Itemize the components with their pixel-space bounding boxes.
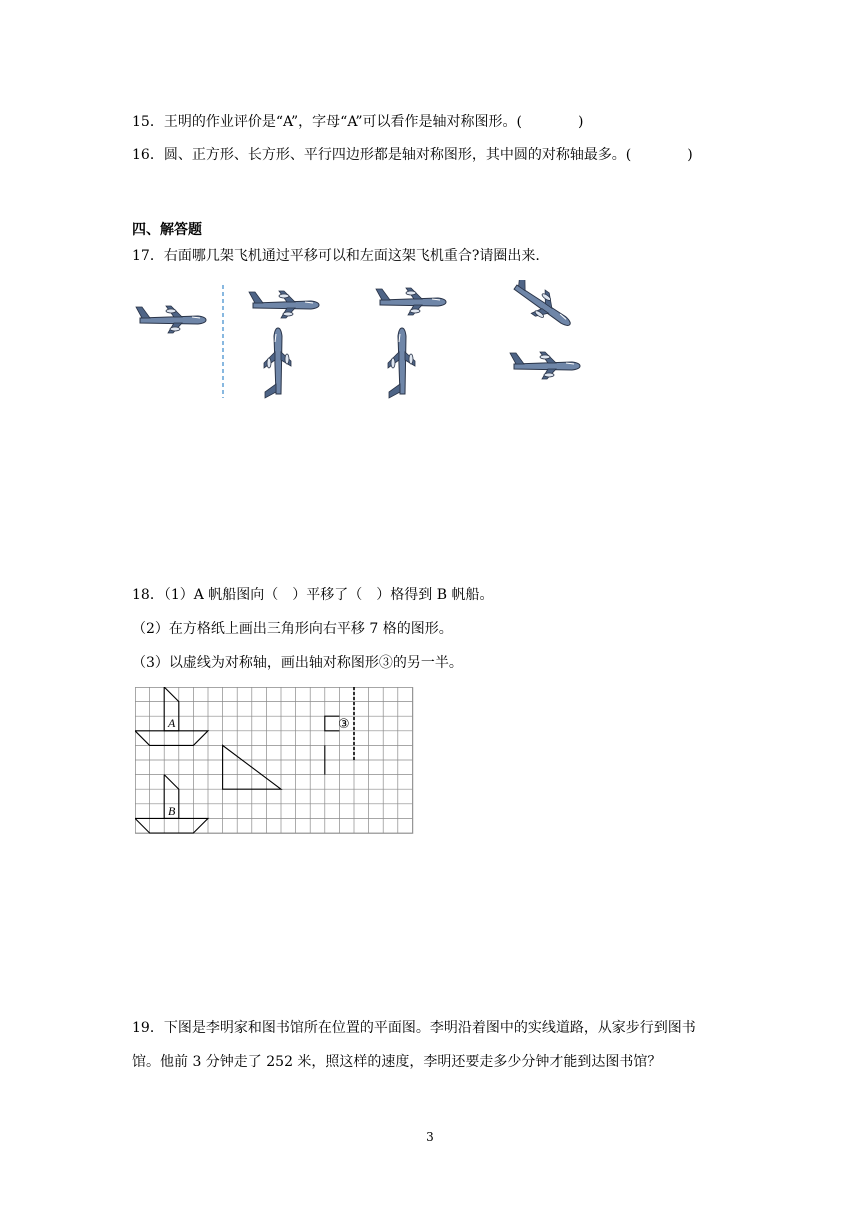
airplanes-figure xyxy=(130,280,600,405)
question-16: 16．圆、正方形、长方形、平行四边形都是轴对称图形，其中圆的对称轴最多。( ) xyxy=(132,147,693,163)
question-15: 15．王明的作业评价是“A”，字母“A”可以看作是轴对称图形。( ) xyxy=(132,114,584,130)
airplane-option-5 xyxy=(505,280,578,335)
original-airplane xyxy=(136,306,206,333)
question-17: 17．右面哪几架飞机通过平移可以和左面这架飞机重合?请圈出来. xyxy=(132,248,540,264)
label-a: A xyxy=(168,716,176,730)
page-number: 3 xyxy=(426,1130,434,1144)
question-19-line-1: 19．下图是李明家和图书馆所在位置的平面图。李明沿着图中的实线道路，从家步行到图书 xyxy=(132,1020,696,1036)
airplane-option-6 xyxy=(510,352,580,379)
question-18-part-2: （2）在方格纸上画出三角形向右平移 7 格的图形。 xyxy=(132,621,453,637)
question-19-line-2: 馆。他前 3 分钟走了 252 米，照这样的速度，李明还要走多少分钟才能到达图书馆？ xyxy=(132,1054,662,1070)
label-three: ③ xyxy=(338,717,350,732)
airplane-option-2 xyxy=(264,328,291,398)
airplane-option-4 xyxy=(388,328,415,398)
question-18-part-1: 18．（1）A 帆船图向（ ）平移了（ ）格得到 B 帆船。 xyxy=(132,587,494,603)
section-heading: 四、解答题 xyxy=(132,222,202,238)
label-b: B xyxy=(168,804,176,818)
grid-lines xyxy=(136,688,413,834)
airplane-option-3 xyxy=(376,288,446,315)
question-18-part-3: （3）以虚线为对称轴，画出轴对称图形③的另一半。 xyxy=(132,655,463,671)
grid-figure xyxy=(135,687,415,835)
airplane-option-1 xyxy=(249,291,319,318)
grid-lines-horizontal xyxy=(135,687,412,833)
